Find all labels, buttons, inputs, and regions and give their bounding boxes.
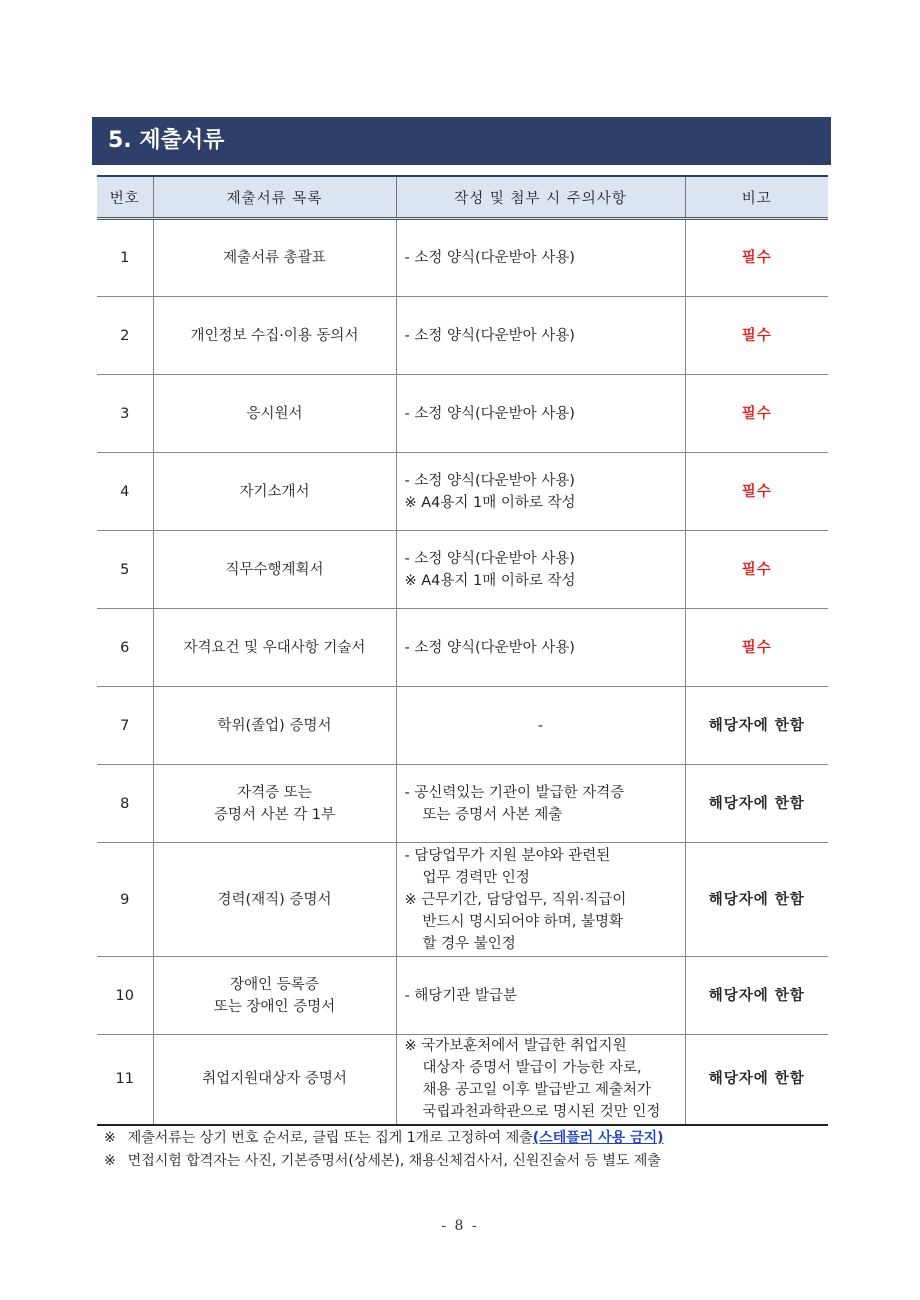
document-name-line: 증명서 사본 각 1부 xyxy=(213,806,336,823)
note-line: - 소정 양식(다운받아 사용) xyxy=(404,327,575,344)
document-name xyxy=(153,375,396,453)
note-line: 대상자 증명서 발급이 가능한 자로, xyxy=(422,1060,642,1077)
footnote-1-text: 제출서류는 상기 번호 순서로, 클립 또는 집게 1개로 고정하여 제출 xyxy=(127,1130,533,1146)
document-notes xyxy=(396,1035,685,1125)
table-row xyxy=(97,219,828,297)
document-name-line: 학위(졸업) 증명서 xyxy=(217,717,332,734)
required-badge: 필수 xyxy=(685,453,828,531)
document-name xyxy=(153,687,396,765)
note-line: - 담당업무가 지원 분야와 관련된 xyxy=(404,847,611,864)
row-number: 11 xyxy=(97,1035,153,1125)
applicable-only-remark: 해당자에 한함 xyxy=(685,843,828,957)
note-line: - 소정 양식(다운받아 사용) xyxy=(404,550,575,567)
note-line: ※ 근무기간, 담당업무, 직위·직급이 xyxy=(404,891,627,908)
note-line: - 해당기관 발급분 xyxy=(404,987,517,1004)
applicable-only-remark: 해당자에 한함 xyxy=(685,957,828,1035)
applicable-only-remark: 해당자에 한함 xyxy=(685,765,828,843)
footnote-mark: ※ xyxy=(104,1153,116,1169)
row-number: 2 xyxy=(97,297,153,375)
note-line: - 소정 양식(다운받아 사용) xyxy=(404,639,575,656)
document-name-line: 장애인 등록증 xyxy=(230,976,319,993)
required-badge: 필수 xyxy=(685,375,828,453)
document-notes xyxy=(396,957,685,1035)
document-name xyxy=(153,453,396,531)
document-notes xyxy=(396,375,685,453)
note-line: - xyxy=(537,717,544,734)
header-notes: 작성 및 첨부 시 주의사항 xyxy=(396,176,685,219)
header-number: 번호 xyxy=(97,176,153,219)
note-line: 할 경우 불인정 xyxy=(422,935,516,952)
document-name xyxy=(153,765,396,843)
table-row xyxy=(97,843,828,957)
row-number: 1 xyxy=(97,219,153,297)
document-name xyxy=(153,609,396,687)
table-row xyxy=(97,375,828,453)
note-line: 반드시 명시되어야 하며, 불명확 xyxy=(422,913,624,930)
document-notes xyxy=(396,687,685,765)
row-number: 4 xyxy=(97,453,153,531)
table-row xyxy=(97,531,828,609)
page-number: - 8 - xyxy=(441,1218,479,1234)
applicable-only-remark: 해당자에 한함 xyxy=(685,1035,828,1125)
document-notes xyxy=(396,297,685,375)
table-row xyxy=(97,609,828,687)
document-name-line: 자격증 또는 xyxy=(237,784,312,801)
header-remark: 비고 xyxy=(685,176,828,219)
footnote-1 xyxy=(104,1127,664,1150)
note-line: 업무 경력만 인정 xyxy=(422,869,530,886)
document-notes xyxy=(396,531,685,609)
document-name xyxy=(153,531,396,609)
document-name xyxy=(153,297,396,375)
table-row xyxy=(97,687,828,765)
document-name-line: 제출서류 총괄표 xyxy=(223,250,326,266)
header-document-list: 제출서류 목록 xyxy=(153,176,396,219)
row-number: 10 xyxy=(97,957,153,1035)
table-row xyxy=(97,1035,828,1125)
table-header-row xyxy=(97,176,828,219)
note-line: ※ 국가보훈처에서 발급한 취업지원 xyxy=(404,1038,627,1055)
document-name-line: 취업지원대상자 증명서 xyxy=(202,1071,347,1088)
required-badge: 필수 xyxy=(685,609,828,687)
document-name-line: 자기소개서 xyxy=(239,483,310,500)
row-number: 8 xyxy=(97,765,153,843)
table-row xyxy=(97,453,828,531)
row-number: 3 xyxy=(97,375,153,453)
document-name xyxy=(153,957,396,1035)
document-name-line: 경력(재직) 증명서 xyxy=(217,891,332,908)
required-badge: 필수 xyxy=(685,531,828,609)
document-name-line: 응시원서 xyxy=(246,405,303,422)
table-row xyxy=(97,957,828,1035)
document-notes xyxy=(396,453,685,531)
section-title: 5. 제출서류 xyxy=(92,117,831,165)
note-line: ※ A4용지 1매 이하로 작성 xyxy=(404,494,576,511)
document-name-line: 개인정보 수집·이용 동의서 xyxy=(190,327,359,344)
row-number: 6 xyxy=(97,609,153,687)
table-row xyxy=(97,297,828,375)
footnote-2-text: 면접시험 합격자는 사진, 기본증명서(상세본), 채용신체검사서, 신원진술서 등 별도 제출 xyxy=(127,1153,661,1169)
applicable-only-remark: 해당자에 한함 xyxy=(685,687,828,765)
footnote-2 xyxy=(104,1150,664,1173)
document-name xyxy=(153,843,396,957)
required-badge: 필수 xyxy=(685,219,828,297)
note-line: 국립과천과학관으로 명시된 것만 인정 xyxy=(422,1104,661,1121)
row-number: 7 xyxy=(97,687,153,765)
note-line: - 소정 양식(다운받아 사용) xyxy=(404,405,575,422)
no-stapler-notice-link[interactable]: (스테플러 사용 금지) xyxy=(532,1130,664,1146)
note-line: 채용 공고일 이후 발급받고 제출처가 xyxy=(422,1082,652,1099)
footnote-mark: ※ xyxy=(104,1130,116,1146)
document-notes xyxy=(396,765,685,843)
document-notes xyxy=(396,219,685,297)
submission-documents-table xyxy=(97,175,828,1126)
table-row xyxy=(97,765,828,843)
document-name-line: 자격요건 및 우대사항 기술서 xyxy=(183,639,366,656)
row-number: 9 xyxy=(97,843,153,957)
note-line: - 소정 양식(다운받아 사용) xyxy=(404,472,575,489)
table-body xyxy=(97,219,828,1125)
note-line: - 공신력있는 기관이 발급한 자격증 xyxy=(404,784,625,801)
required-badge: 필수 xyxy=(685,297,828,375)
document-name xyxy=(153,219,396,297)
row-number: 5 xyxy=(97,531,153,609)
note-line: - 소정 양식(다운받아 사용) xyxy=(404,250,575,266)
footnotes xyxy=(104,1127,664,1173)
document-notes xyxy=(396,843,685,957)
document-notes xyxy=(396,609,685,687)
note-line: ※ A4용지 1매 이하로 작성 xyxy=(404,572,576,589)
document-name-line: 또는 장애인 증명서 xyxy=(213,998,336,1015)
document-name xyxy=(153,1035,396,1125)
note-line: 또는 증명서 사본 제출 xyxy=(422,806,563,823)
document-name-line: 직무수행계획서 xyxy=(225,561,324,578)
